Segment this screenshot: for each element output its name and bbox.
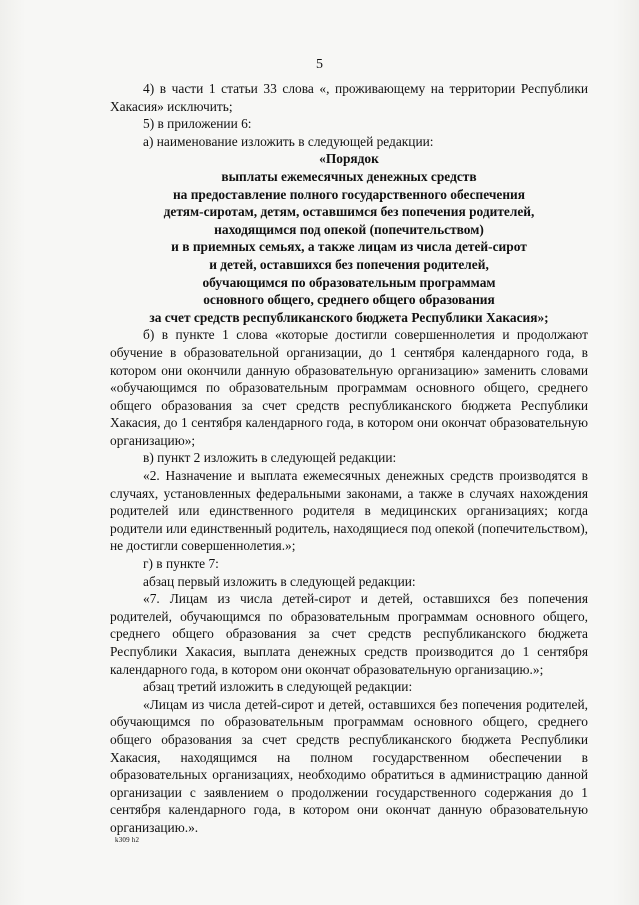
paragraph-subitem-g: г) в пункте 7:	[143, 556, 219, 572]
title-line: детям-сиротам, детям, оставшимся без попечения родителей,	[163, 204, 535, 220]
title-line: основного общего, среднего общего образования	[203, 292, 495, 308]
paragraph-quoted-point-7: «7. Лицам из числа детей-сирот и детей, оставшихся без попечения родителей, обучающимся по образовательным программам основного общего, среднего общего образования за счет средств республиканского бюджета Республики Хакасия, выплата денежных средств производится до 1 сентября календарного года, в котором они окончат образовательную организацию.»;	[110, 591, 588, 677]
title-line: выплаты ежемесячных денежных средств	[221, 168, 477, 184]
title-line: за счет средств республиканского бюджета Республики Хакасия»;	[149, 309, 549, 325]
footer-code: k309 h2	[115, 836, 140, 844]
paragraph-subitem-a: а) наименование изложить в следующей редакции:	[143, 133, 434, 149]
title-line: обучающимся по образовательным программам	[202, 274, 496, 290]
title-line: находящимся под опекой (попечительством)	[214, 221, 484, 237]
paragraph-subitem-b: б) в пункте 1 слова «которые достигли совершеннолетия и продолжают обучение в образовательной организации, до 1 сентября календарного года, в котором они окончили данную образовательную организацию» заменить словами «обучающимся по образовательным программам основного общего, среднего общего образования за счет средств республиканского бюджета Республики Хакасия, до 1 сентября календарного года, в котором они окончат образовательную организацию»;	[110, 327, 588, 448]
paragraph-abzac-third: абзац третий изложить в следующей редакции:	[143, 679, 413, 695]
paragraph-quoted-abzac-third: «Лицам из числа детей-сирот и детей, оставшихся без попечения родителей, обучающимся по образовательным программам основного общего, среднего общего образования за счет средств республиканского бюджета Республики Хакасия, находящимся на полном государственном обеспечении в образовательных организациях, необходимо обратиться в администрацию данной организации с заявлением о продолжении государственного содержания до 1 сентября календарного года, в котором они окончат данную образовательную организацию.».	[110, 696, 588, 835]
order-title	[110, 150, 588, 326]
title-line: на предоставление полного государственного обеспечения	[172, 186, 526, 202]
title-line: и детей, оставшихся без попечения родителей,	[209, 256, 489, 272]
page-number: 5	[316, 57, 323, 72]
paragraph-abzac-first: абзац первый изложить в следующей редакции:	[143, 573, 416, 589]
paragraph-item-4: 4) в части 1 статьи 33 слова «, проживающему на территории Республики Хакасия» исключить;	[110, 81, 588, 114]
paragraph-quoted-point-2: «2. Назначение и выплата ежемесячных денежных средств производятся в случаях, установленных федеральными законами, а также в случаях нахождения родителей или единственного родителя в медицинских организациях; когда родители или единственный родитель, находящиеся под опекой (попечительством), не достигли совершеннолетия.»;	[110, 468, 588, 554]
document-body	[110, 80, 588, 837]
title-line: и в приемных семьях, а также лицам из числа детей-сирот	[171, 239, 527, 255]
title-line: «Порядок	[319, 151, 379, 167]
paragraph-subitem-v: в) пункт 2 изложить в следующей редакции:	[143, 450, 397, 466]
paragraph-item-5: 5) в приложении 6:	[143, 116, 252, 132]
